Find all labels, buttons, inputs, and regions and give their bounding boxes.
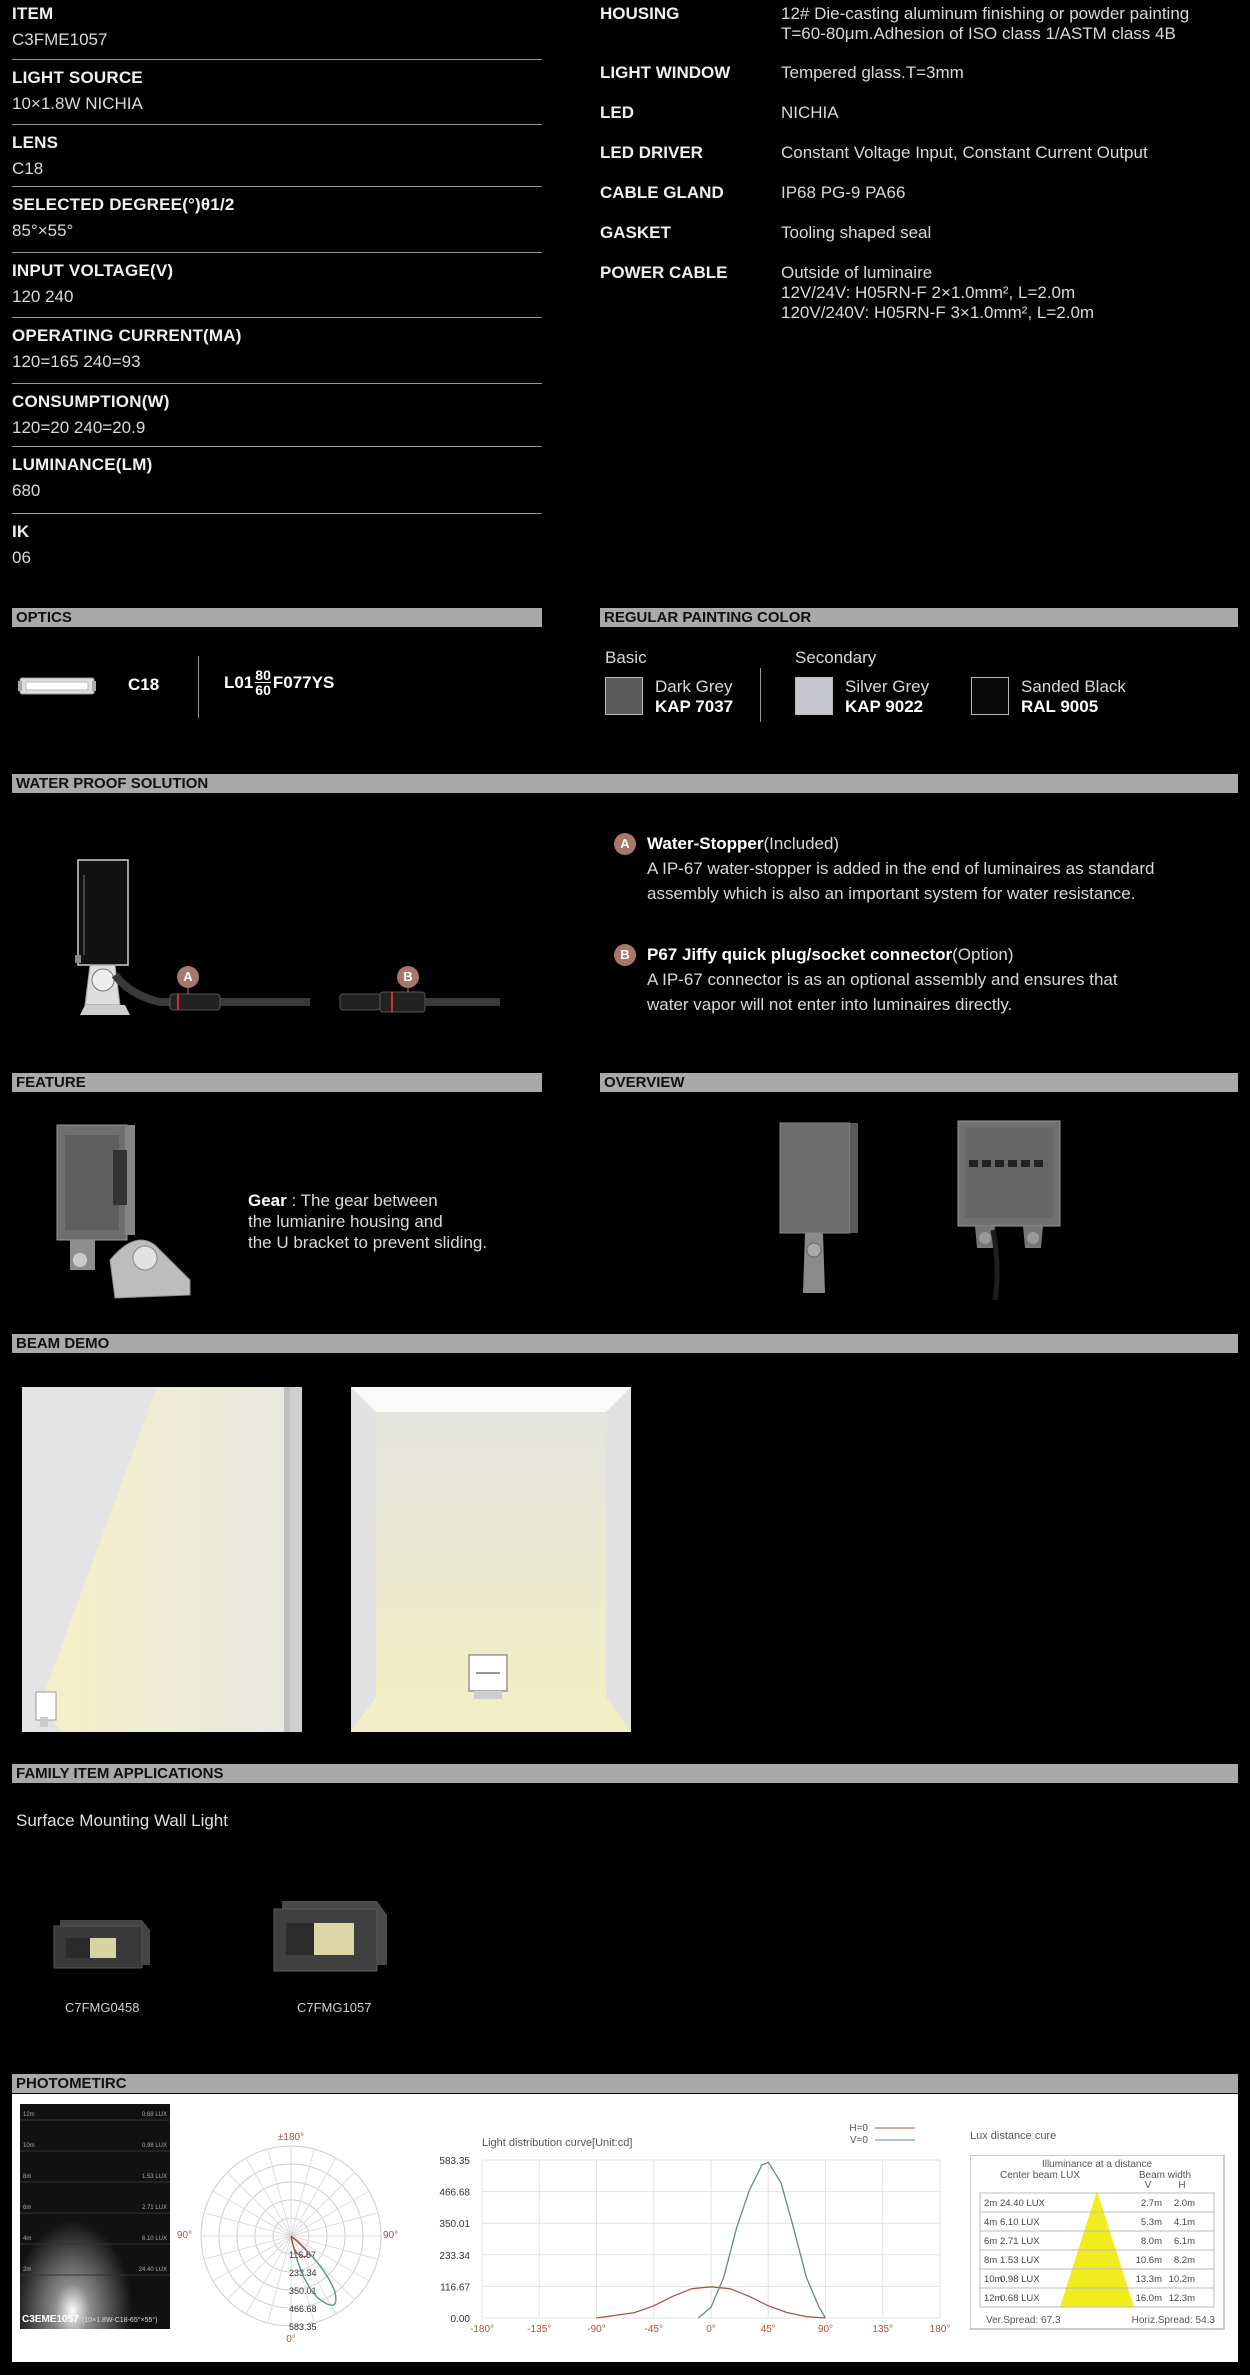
polar-radial-label: 350.01	[289, 2286, 317, 2296]
spec-right-value-line: 120V/240V: H05RN-F 3×1.0mm², L=2.0m	[781, 303, 1095, 322]
lux-cell-v: 8.0m	[1140, 2236, 1162, 2247]
spec-row	[12, 4, 542, 60]
painting-divider	[760, 668, 761, 722]
lux-cell-d: 6m	[984, 2236, 998, 2247]
polar-spoke	[204, 2236, 291, 2259]
optics-divider	[198, 656, 199, 718]
waterproof-diagram	[70, 855, 510, 1025]
spec-right-key: POWER CABLE	[600, 263, 728, 282]
note-a-badge: A	[614, 833, 636, 855]
spec-right-value-line: Constant Voltage Input, Constant Current Output	[781, 143, 1148, 162]
thumb-row-lux: 6.10 LUX	[141, 2236, 167, 2242]
lux-cell-lux: 2.71 LUX	[1000, 2236, 1040, 2247]
polar-spoke	[268, 2236, 291, 2323]
callout-b-badge: B	[397, 966, 419, 988]
color-name: Sanded Black	[1021, 677, 1126, 696]
polar-label-top: ±180°	[277, 2132, 305, 2143]
spec-value: 10×1.8W NICHIA	[12, 94, 143, 113]
section-bar-overview: OVERVIEW	[600, 1073, 1238, 1092]
thumb-row-distance: 12m	[23, 2112, 35, 2118]
spec-key: OPERATING CURRENT(MA)	[12, 326, 242, 345]
optics-code-fraction	[255, 668, 271, 697]
lux-cell-lux: 1.53 LUX	[1000, 2255, 1040, 2266]
lc-x-tick: 90°	[817, 2324, 834, 2335]
polar-spoke	[213, 2191, 291, 2236]
polar-spoke	[291, 2158, 336, 2236]
spec-row	[12, 522, 542, 572]
photometric-thumbnail	[20, 2104, 170, 2329]
lc-series-v0	[698, 2162, 825, 2318]
spec-value: 120 240	[12, 287, 74, 306]
polar-spoke	[268, 2149, 291, 2236]
thumb-row-distance: 4m	[23, 2236, 32, 2242]
section-bar-family: FAMILY ITEM APPLICATIONS	[12, 1764, 1238, 1783]
spec-right-value-line: 12V/24V: H05RN-F 2×1.0mm², L=2.0m	[781, 283, 1076, 302]
lens-module-icon	[18, 672, 98, 700]
polar-label-right: 90°	[383, 2230, 399, 2241]
lc-y-tick: 116.67	[440, 2282, 470, 2294]
spec-key: ITEM	[12, 4, 54, 23]
painting-basic-label: Basic	[605, 648, 647, 667]
thumb-row-lux: 0.98 LUX	[141, 2143, 167, 2149]
section-bar-beam-demo: BEAM DEMO	[12, 1334, 1238, 1353]
optics-code	[224, 668, 334, 697]
spec-right-value-line: NICHIA	[781, 103, 839, 122]
lux-col-h: H	[1178, 2180, 1186, 2191]
overview-back-view	[955, 1118, 1065, 1303]
lux-cell-h: 8.2m	[1173, 2255, 1195, 2266]
spec-value: C3FME1057	[12, 30, 108, 49]
spec-right-value	[781, 4, 1189, 44]
lux-cell-lux: 0.98 LUX	[1000, 2274, 1040, 2285]
thumb-row-lux: 24.40 LUX	[138, 2267, 167, 2273]
lux-col-v: V	[1144, 2180, 1152, 2191]
polar-spoke	[291, 2191, 369, 2236]
color-code: KAP 7037	[655, 697, 734, 716]
polar-spoke	[227, 2172, 291, 2236]
gear-line3: the U bracket to prevent sliding.	[248, 1233, 488, 1252]
spec-value: C18	[12, 159, 44, 178]
lux-hor-spread: Horiz.Spread: 54.3	[1131, 2315, 1215, 2326]
light-distribution-chart	[420, 2110, 960, 2340]
spec-right-value-line: Tooling shaped seal	[781, 223, 932, 242]
section-bar-feature: FEATURE	[12, 1073, 542, 1092]
polar-radial-label: 466.68	[289, 2304, 317, 2314]
spec-right-value	[781, 103, 839, 123]
beam-demo-side-image	[22, 1387, 302, 1732]
lc-y-tick: 583.35	[439, 2156, 470, 2167]
painting-secondary-label: Secondary	[795, 648, 877, 667]
optics-code-prefix: L01	[224, 672, 254, 692]
polar-chart	[175, 2130, 415, 2345]
spec-right-key: LED	[600, 103, 634, 122]
spec-right-value	[781, 143, 1148, 163]
spec-right-key: LIGHT WINDOW	[600, 63, 731, 82]
spec-right-value-line: 12# Die-casting aluminum finishing or powder painting	[781, 4, 1190, 23]
lc-x-tick: 135°	[872, 2324, 894, 2335]
color-swatch-dark-grey	[605, 677, 643, 715]
polar-spoke	[291, 2213, 378, 2236]
note-a-line1: A IP-67 water-stopper is added in the end of luminaires as standard	[647, 859, 1155, 878]
gear-feature-image	[55, 1120, 205, 1305]
section-bar-painting: REGULAR PAINTING COLOR	[600, 608, 1238, 627]
callout-a-badge: A	[177, 966, 199, 988]
optics-code-suffix: F077YS	[272, 672, 335, 692]
note-b-note: (Option)	[952, 945, 1014, 964]
spec-row	[12, 261, 542, 318]
spec-row	[12, 326, 542, 384]
lux-distance-table	[970, 2155, 1225, 2330]
polar-label-bottom: 0°	[286, 2334, 296, 2345]
spec-row	[12, 392, 542, 447]
color-label-sanded-black	[1021, 677, 1126, 717]
thumb-caption-rest: (10×1.8W-C18-65°×55°)	[82, 2317, 158, 2324]
gear-line2: the lumianire housing and	[248, 1212, 443, 1231]
note-a-title: Water-Stopper	[647, 834, 764, 853]
lux-col-beam: Beam width	[1138, 2170, 1192, 2181]
spec-right-value	[781, 63, 964, 83]
family-subtitle: Surface Mounting Wall Light	[16, 1811, 228, 1830]
lc-x-tick: 180°	[929, 2324, 951, 2335]
lux-cell-h: 10.2m	[1168, 2274, 1195, 2285]
family-item-label: C7FMG0458	[65, 2000, 140, 2015]
spec-right-value	[781, 263, 1094, 323]
lux-cell-v: 2.7m	[1140, 2198, 1162, 2209]
lux-cell-d: 4m	[984, 2217, 998, 2228]
polar-spoke	[227, 2236, 291, 2300]
lc-y-tick: 466.68	[439, 2187, 470, 2199]
note-b-title: P67 Jiffy quick plug/socket connector	[647, 945, 953, 964]
lc-x-tick: -90°	[587, 2324, 606, 2335]
spec-value: 06	[12, 548, 31, 567]
lux-cell-d: 8m	[984, 2255, 998, 2266]
spec-right-key: CABLE GLAND	[600, 183, 724, 202]
lc-y-tick: 0.00	[450, 2314, 470, 2325]
lux-cell-d: 10m	[984, 2274, 1003, 2285]
thumb-row-distance: 2m	[23, 2267, 32, 2273]
thumb-row-distance: 8m	[23, 2174, 32, 2180]
color-name: Silver Grey	[845, 677, 930, 696]
spec-value: 680	[12, 481, 41, 500]
gear-line1: : The gear between	[286, 1191, 438, 1210]
lux-cell-v: 5.3m	[1140, 2217, 1162, 2228]
thumb-row-distance: 6m	[23, 2205, 32, 2211]
spec-right-value-line: Outside of luminaire	[781, 263, 933, 282]
family-item-c7fmg0458-image	[52, 1910, 152, 1972]
overview-side-view	[775, 1118, 875, 1298]
spec-row	[12, 455, 542, 514]
section-bar-optics: OPTICS	[12, 608, 542, 627]
note-a	[647, 831, 1237, 906]
lux-col-center: Center beam LUX	[999, 2170, 1081, 2181]
thumb-row-distance: 10m	[23, 2143, 35, 2149]
thumb-row-lux: 1.53 LUX	[141, 2174, 167, 2180]
spec-right-key: HOUSING	[600, 4, 680, 23]
lux-cell-v: 10.6m	[1135, 2255, 1162, 2266]
color-label-silver-grey	[845, 677, 929, 717]
spec-key: INPUT VOLTAGE(V)	[12, 261, 174, 280]
family-item-c7fmg1057-image	[272, 1893, 392, 1975]
section-bar-waterproof: WATER PROOF SOLUTION	[12, 774, 1238, 793]
polar-spoke	[291, 2172, 355, 2236]
line-chart-title: Light distribution curve[Unit:cd]	[482, 2137, 633, 2149]
lux-cell-h: 4.1m	[1173, 2217, 1195, 2228]
lc-x-tick: 45°	[760, 2324, 776, 2335]
gear-title: Gear	[248, 1191, 287, 1210]
spec-right-value-line: IP68 PG-9 PA66	[781, 183, 906, 202]
thumb-row-lux: 0.68 LUX	[141, 2112, 167, 2118]
spec-right-key: GASKET	[600, 223, 671, 242]
lux-cell-v: 16.0m	[1135, 2293, 1162, 2304]
spec-key: SELECTED DEGREE(°)θ1/2	[12, 195, 235, 214]
spec-value: 120=20 240=20.9	[12, 418, 146, 437]
spec-key: LUMINANCE(LM)	[12, 455, 153, 474]
lux-table-title: Lux distance cure	[970, 2130, 1057, 2142]
spec-row	[12, 68, 542, 125]
beam-demo-front-image	[351, 1387, 631, 1732]
spec-value: 85°×55°	[12, 221, 74, 240]
note-a-note: (Included)	[763, 834, 840, 853]
lux-table-header: Illuminance at a distance	[1041, 2159, 1153, 2170]
color-name: Dark Grey	[655, 677, 733, 696]
spec-key: LENS	[12, 133, 59, 152]
polar-spoke	[246, 2158, 291, 2236]
legend-h0-label: H=0	[849, 2123, 868, 2134]
polar-spoke	[204, 2213, 291, 2236]
polar-radial-label: 583.35	[289, 2322, 317, 2332]
optics-code-den: 60	[255, 682, 271, 698]
lc-x-tick: -135°	[527, 2324, 552, 2335]
lc-y-tick: 233.34	[439, 2250, 470, 2262]
polar-radial-label: 233.34	[289, 2268, 317, 2278]
section-bar-photometric: PHOTOMETIRC	[12, 2074, 1238, 2093]
lc-x-tick: 0°	[706, 2324, 716, 2335]
polar-radial-label: 116.67	[289, 2250, 316, 2260]
polar-spoke	[246, 2236, 291, 2314]
spec-value: 120=165 240=93	[12, 352, 141, 371]
spec-key: LIGHT SOURCE	[12, 68, 143, 87]
spec-right-key: LED DRIVER	[600, 143, 703, 162]
lux-cell-d: 2m	[984, 2198, 998, 2209]
spec-key: IK	[12, 522, 30, 541]
polar-spoke	[213, 2236, 291, 2281]
optics-code-num: 80	[255, 667, 271, 683]
color-code: RAL 9005	[1021, 697, 1099, 716]
lc-y-tick: 350.01	[439, 2219, 470, 2231]
color-swatch-silver-grey	[795, 677, 833, 715]
optics-lens-label: C18	[128, 675, 160, 694]
spec-right-value-line: Tempered glass.T=3mm	[781, 63, 964, 82]
note-b-line1: A IP-67 connector is as an optional assembly and ensures that	[647, 970, 1118, 989]
lux-cell-lux: 0.68 LUX	[1000, 2293, 1040, 2304]
note-b	[647, 942, 1237, 1017]
lux-cell-lux: 24.40 LUX	[1000, 2198, 1045, 2209]
color-code: KAP 9022	[845, 697, 924, 716]
family-item-label: C7FMG1057	[297, 2000, 372, 2015]
spec-right-value-line: T=60-80μm.Adhesion of ISO class 1/ASTM class 4B	[781, 24, 1176, 43]
polar-label-left: 90°	[177, 2230, 193, 2241]
thumb-caption-bold: C3EME1057	[22, 2314, 79, 2325]
lux-cell-d: 12m	[984, 2293, 1003, 2304]
spec-row	[12, 195, 542, 253]
lux-ver-spread: Ver.Spread: 67.3	[986, 2315, 1061, 2326]
color-swatch-sanded-black	[971, 677, 1009, 715]
note-b-line2: water vapor will not enter into luminaires directly.	[647, 995, 1013, 1014]
note-b-badge: B	[614, 944, 636, 966]
spec-right-value	[781, 183, 905, 203]
lux-cell-lux: 6.10 LUX	[1000, 2217, 1040, 2228]
legend-v0-label: V=0	[849, 2135, 868, 2146]
lc-x-tick: -180°	[469, 2324, 495, 2335]
lux-cell-h: 2.0m	[1173, 2198, 1195, 2209]
polar-spoke	[291, 2149, 314, 2236]
color-label-dark-grey	[655, 677, 733, 717]
lux-cell-v: 13.3m	[1135, 2274, 1162, 2285]
lc-x-tick: -45°	[644, 2324, 663, 2335]
gear-feature-text	[248, 1190, 487, 1253]
lux-cell-h: 12.3m	[1168, 2293, 1195, 2304]
spec-key: CONSUMPTION(W)	[12, 392, 170, 411]
spec-row	[12, 133, 542, 187]
note-a-line2: assembly which is also an important system for water resistance.	[647, 884, 1136, 903]
spec-right-value	[781, 223, 931, 243]
lux-cell-h: 6.1m	[1173, 2236, 1195, 2247]
thumb-row-lux: 2.71 LUX	[141, 2205, 167, 2211]
